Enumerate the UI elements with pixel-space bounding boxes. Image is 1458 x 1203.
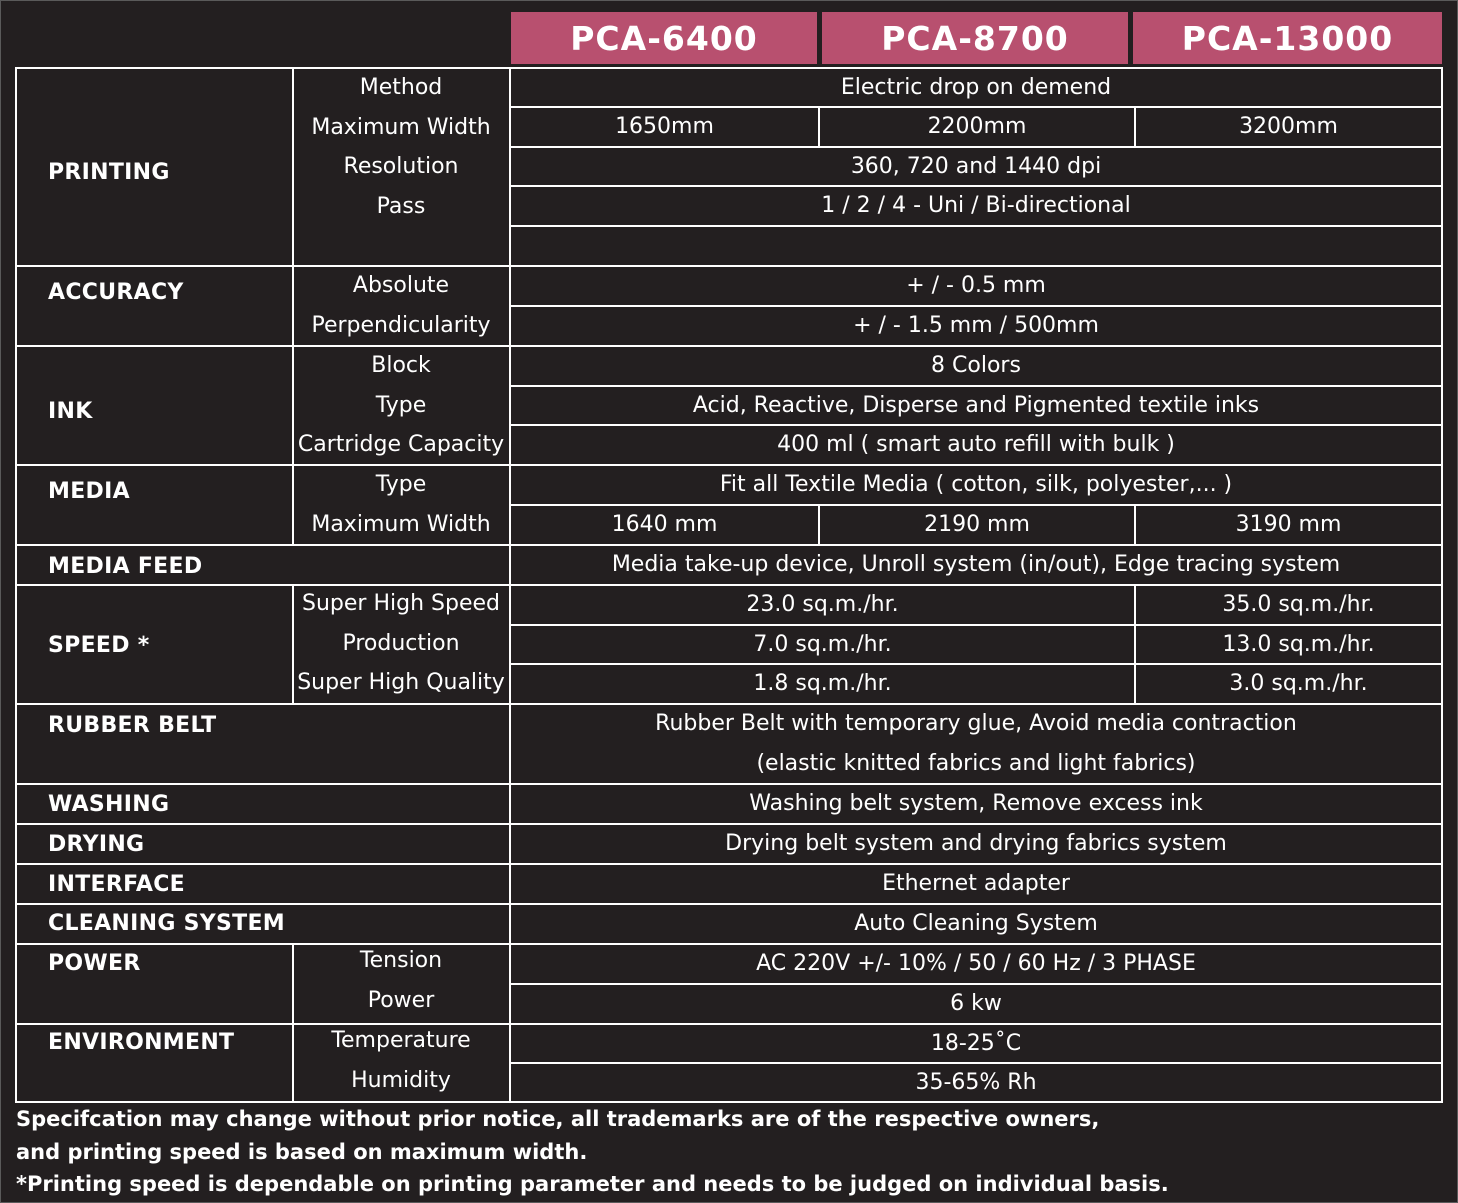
- value-cell-media-width-6400: [509, 504, 820, 546]
- media-width-13000: 3190 mm: [1235, 512, 1342, 537]
- category-label-printing: PRINTING: [48, 160, 170, 185]
- resolution-value: 360, 720 and 1440 dpi: [850, 153, 1102, 179]
- speed-shq-6400-8700: 1.8 sq.m./hr.: [753, 671, 892, 696]
- value-cell-power: [509, 983, 1443, 1025]
- value-cell-speed-prod-6400-8700: [509, 624, 1136, 665]
- value-cell-humidity: [509, 1062, 1443, 1103]
- interface-value: Ethernet adapter: [882, 871, 1070, 896]
- value-cell-media-feed: [509, 544, 1443, 586]
- value-cell-speed-shs-13000: [1134, 584, 1443, 626]
- category-label-rubber-belt: RUBBER BELT: [48, 713, 217, 738]
- model-header-pca-13000: PCA-13000: [1133, 12, 1442, 64]
- value-cell-media-type: [509, 464, 1443, 506]
- block-value: 8 Colors: [931, 353, 1021, 378]
- category-label-accuracy: ACCURACY: [48, 280, 184, 305]
- row-label-ink-type: Type: [375, 393, 427, 418]
- value-cell-cleaning-system: [509, 903, 1443, 945]
- value-cell-media-width-8700: [818, 504, 1136, 546]
- media-width-8700: 2190 mm: [924, 512, 1030, 537]
- value-cell-absolute: [509, 265, 1443, 307]
- value-cell-max-width-6400: [509, 106, 820, 148]
- rubber-belt-line-2: (elastic knitted fabrics and light fabrics): [756, 751, 1196, 776]
- speed-prod-6400-8700: 7.0 sq.m./hr.: [753, 631, 892, 657]
- perpendicularity-value: + / - 1.5 mm / 500mm: [853, 313, 1099, 338]
- row-label-media-type: Type: [375, 472, 427, 497]
- ink-type-value: Acid, Reactive, Disperse and Pigmented textile inks: [692, 392, 1260, 418]
- row-label-power: Power: [367, 988, 435, 1013]
- category-label-drying: DRYING: [48, 832, 145, 857]
- value-cell-rubber-belt: [509, 703, 1443, 785]
- footer-note-3: *Printing speed is dependable on printing parameter and needs to be judged on individual basis.: [16, 1172, 1169, 1196]
- absolute-value: + / - 0.5 mm: [906, 273, 1046, 298]
- value-cell-speed-shs-6400-8700: [509, 584, 1136, 626]
- value-cell-resolution: [509, 146, 1443, 187]
- value-cell-temperature: [509, 1023, 1443, 1064]
- washing-value: Washing belt system, Remove excess ink: [749, 791, 1203, 816]
- category-label-cleaning-system: CLEANING SYSTEM: [48, 911, 285, 936]
- value-cell-block: [509, 345, 1443, 387]
- temperature-value: 18-25˚C: [930, 1030, 1022, 1056]
- category-label-media-feed: MEDIA FEED: [48, 554, 203, 579]
- speed-shs-13000: 35.0 sq.m./hr.: [1222, 592, 1375, 617]
- row-label-temperature: Temperature: [331, 1028, 471, 1053]
- footer-note-2: and printing speed is based on maximum width.: [16, 1140, 588, 1164]
- speed-shq-13000: 3.0 sq.m./hr.: [1229, 671, 1368, 696]
- media-width-6400: 1640 mm: [611, 512, 718, 537]
- row-label-super-high-quality: Super High Quality: [297, 670, 505, 695]
- value-cell-drying: [509, 823, 1443, 865]
- row-label-cartridge-capacity: Cartridge Capacity: [297, 432, 505, 457]
- row-label-production: Production: [342, 631, 460, 656]
- value-cell-speed-shq-13000: [1134, 663, 1443, 705]
- row-label-absolute: Absolute: [352, 273, 450, 298]
- cartridge-capacity-value: 400 ml ( smart auto refill with bulk ): [777, 432, 1175, 457]
- value-cell-method: [509, 67, 1443, 108]
- value-cell-speed-shq-6400-8700: [509, 663, 1136, 705]
- tension-value: AC 220V +/- 10% / 50 / 60 Hz / 3 PHASE: [756, 951, 1196, 976]
- category-label-media: MEDIA: [48, 479, 130, 504]
- rubber-belt-line-1: Rubber Belt with temporary glue, Avoid media contraction: [655, 711, 1297, 736]
- value-cell-max-width-13000: [1134, 106, 1443, 148]
- value-cell-tension: [509, 943, 1443, 985]
- row-label-pass: Pass: [376, 194, 426, 219]
- row-label-method: Method: [359, 75, 443, 100]
- cleaning-system-value: Auto Cleaning System: [854, 911, 1098, 936]
- value-cell-perpendicularity: [509, 305, 1443, 347]
- value-cell-media-width-13000: [1134, 504, 1443, 546]
- max-width-6400: 1650mm: [615, 114, 714, 139]
- row-label-maximum-width: Maximum Width: [311, 115, 491, 140]
- value-cell-empty: [509, 225, 1443, 267]
- pass-value: 1 / 2 / 4 - Uni / Bi-directional: [821, 193, 1131, 218]
- value-cell-pass: [509, 185, 1443, 227]
- max-width-13000: 3200mm: [1239, 114, 1338, 139]
- row-label-super-high-speed: Super High Speed: [302, 591, 500, 616]
- row-label-tension: Tension: [359, 948, 443, 973]
- footer-note-1: Specifcation may change without prior notice, all trademarks are of the respective owners,: [16, 1107, 1100, 1131]
- media-type-value: Fit all Textile Media ( cotton, silk, polyester,... ): [719, 472, 1233, 497]
- speed-shs-6400-8700: 23.0 sq.m./hr.: [746, 592, 899, 617]
- value-cell-speed-prod-13000: [1134, 624, 1443, 665]
- category-label-interface: INTERFACE: [48, 872, 185, 897]
- power-value: 6 kw: [950, 991, 1002, 1016]
- row-label-humidity: Humidity: [351, 1068, 451, 1093]
- category-label-power: POWER: [48, 951, 141, 976]
- category-label-washing: WASHING: [48, 792, 170, 817]
- row-label-media-maximum-width: Maximum Width: [311, 512, 491, 537]
- category-cell-accuracy: [15, 265, 294, 347]
- speed-prod-13000: 13.0 sq.m./hr.: [1222, 631, 1375, 657]
- method-value: Electric drop on demend: [840, 74, 1112, 100]
- value-cell-cartridge-capacity: [509, 424, 1443, 466]
- row-label-perpendicularity: Perpendicularity: [311, 313, 491, 338]
- category-label-speed: SPEED *: [48, 633, 150, 658]
- drying-value: Drying belt system and drying fabrics system: [725, 831, 1227, 856]
- value-cell-ink-type: [509, 385, 1443, 426]
- value-cell-interface: [509, 863, 1443, 905]
- humidity-value: 35-65% Rh: [915, 1069, 1037, 1095]
- max-width-8700: 2200mm: [927, 114, 1027, 139]
- row-label-resolution: Resolution: [343, 154, 459, 179]
- category-label-environment: ENVIRONMENT: [48, 1030, 235, 1055]
- media-feed-value: Media take-up device, Unroll system (in/out), Edge tracing system: [611, 552, 1341, 577]
- value-cell-max-width-8700: [818, 106, 1136, 148]
- row-label-block: Block: [371, 353, 431, 378]
- value-cell-washing: [509, 783, 1443, 825]
- model-header-pca-8700: PCA-8700: [822, 12, 1128, 64]
- model-header-pca-6400: PCA-6400: [511, 12, 817, 64]
- category-label-ink: INK: [48, 399, 93, 424]
- category-cell-media: [15, 464, 294, 546]
